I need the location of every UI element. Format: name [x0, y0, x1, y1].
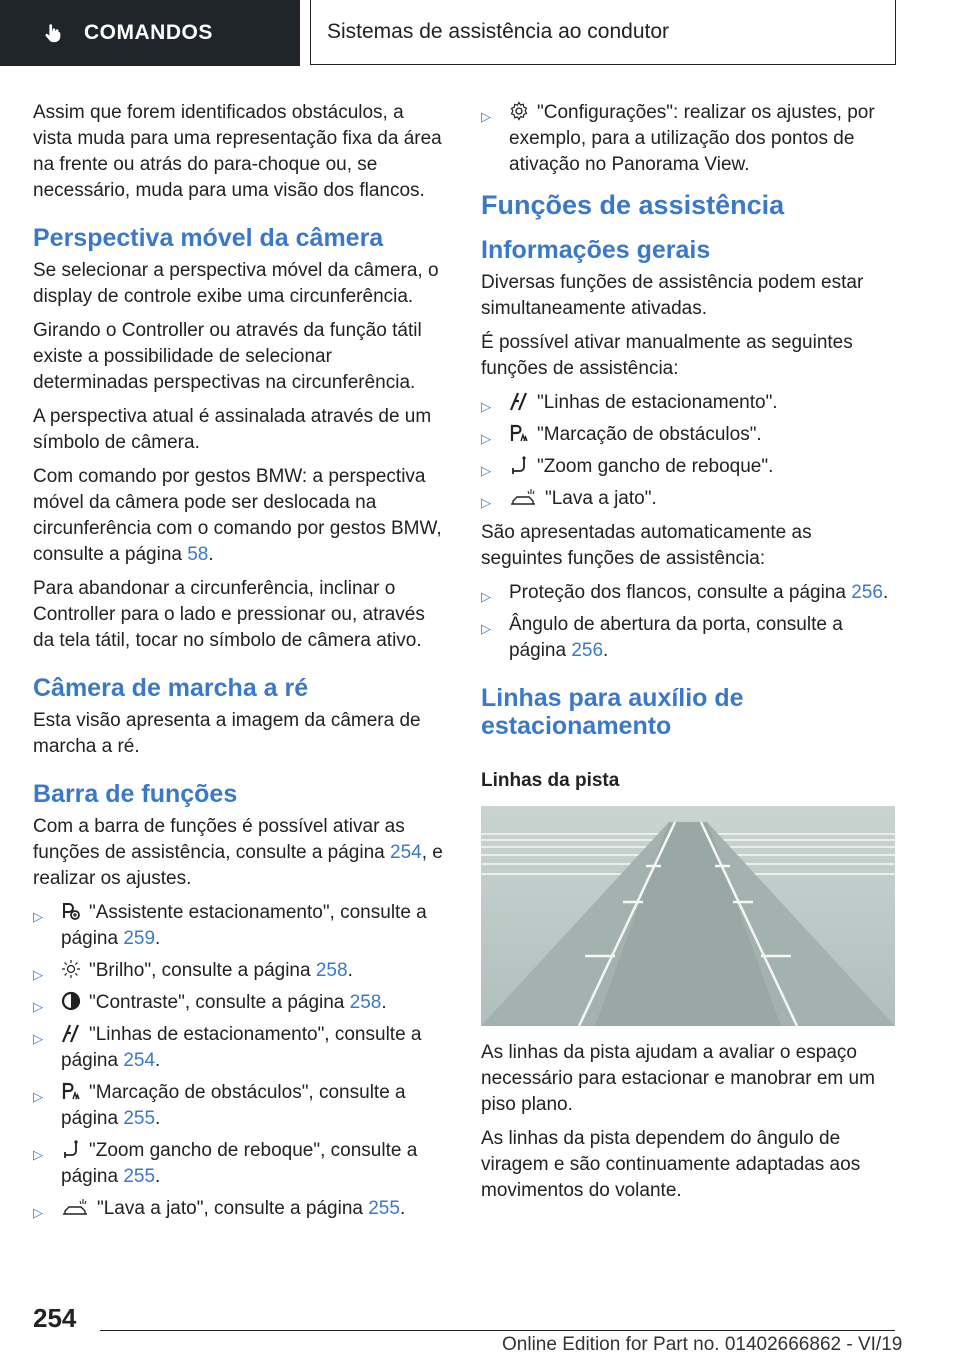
list-item: ▷ "Marcação de obstáculos".: [481, 422, 895, 448]
edition-footer: Online Edition for Part no. 01402666862 - VI/19: [502, 1334, 903, 1355]
manual-functions-list: [481, 390, 895, 512]
section-title: COMANDOS: [84, 21, 213, 44]
chapter-header: [310, 0, 896, 65]
page-link[interactable]: 258: [315, 960, 348, 981]
car-wash-icon: [61, 1197, 89, 1217]
triangle-bullet-icon: ▷: [33, 967, 43, 982]
list-item: ▷ "Assistente estacionamento", consulte a página 259.: [33, 902, 427, 949]
list-item: ▷ Ângulo de abertura da porta, consulte a página 256.: [481, 614, 843, 661]
section-tab: [0, 0, 300, 66]
intro-paragraph: Assim que forem identificados obstáculos, a vista muda para uma representação fixa da área na frente ou atrás do para-choque ou, se necessário, muda para uma visão dos flancos.: [33, 102, 442, 201]
triangle-bullet-icon: ▷: [33, 1089, 43, 1104]
heading-assist-functions: Funções de assistência: [481, 190, 785, 220]
paragraph: Para abandonar a circunferência, inclinar o Controller para o lado e pressionar ou, através da tela tátil, tocar no símbolo de câmera ativo.: [33, 578, 425, 651]
settings-gear-icon: [509, 101, 529, 121]
paragraph: Com comando por gestos BMW: a perspectiva móvel da câmera pode ser deslocada na circunferência com o comando por gestos BMW, consulte a página 58.: [33, 466, 442, 565]
heading-lane-lines: Linhas da pista: [481, 770, 620, 791]
heading-general-info: Informações gerais: [481, 236, 711, 264]
list-item: ▷ "Zoom gancho de reboque", consulte a página 255.: [33, 1140, 418, 1187]
parking-lines-icon: [61, 1023, 81, 1043]
chapter-title: Sistemas de assistência ao condutor: [327, 20, 670, 43]
parking-assistant-icon: [61, 901, 81, 921]
page-link[interactable]: 254: [123, 1050, 156, 1071]
footer-divider: [100, 1330, 895, 1331]
paragraph: São apresentadas automaticamente as seguintes funções de assistência:: [481, 522, 812, 569]
function-bar-list: [33, 900, 448, 1222]
list-item: ▷ "Marcação de obstáculos", consulte a página 255.: [33, 1082, 406, 1129]
contrast-icon: [61, 991, 81, 1011]
list-item: ▷ "Configurações": realizar os ajustes, por exemplo, para a utilização dos pontos de ativação no Panorama View.: [481, 102, 875, 175]
obstacle-marking-icon: [61, 1081, 81, 1101]
list-item: ▷ "Brilho", consulte a página 258.: [33, 958, 448, 984]
triangle-bullet-icon: ▷: [33, 999, 43, 1014]
trailer-hitch-zoom-icon: [509, 455, 529, 475]
triangle-bullet-icon: ▷: [481, 399, 491, 414]
paragraph: Girando o Controller ou através da função tátil existe a possibilidade de selecionar determinadas perspectivas na circunferência.: [33, 320, 422, 393]
list-item: ▷ "Zoom gancho de reboque".: [481, 454, 895, 480]
list-item: ▷ "Linhas de estacionamento", consulte a página 254.: [33, 1024, 422, 1071]
page-link[interactable]: 255: [368, 1198, 400, 1219]
triangle-bullet-icon: ▷: [481, 463, 491, 478]
hand-icon: [42, 22, 64, 44]
paragraph: Esta visão apresenta a imagem da câmera de marcha a ré.: [33, 710, 421, 757]
list-item: ▷ "Lava a jato", consulte a página 255.: [33, 1196, 448, 1222]
paragraph: Se selecionar a perspectiva móvel da câmera, o display de controle exibe uma circunferência.: [33, 260, 439, 307]
triangle-bullet-icon: ▷: [33, 909, 43, 924]
page-link[interactable]: 58: [187, 544, 209, 565]
paragraph: A perspectiva atual é assinalada através de um símbolo de câmera.: [33, 406, 432, 453]
heading-mobile-camera: Perspectiva móvel da câmera: [33, 224, 384, 252]
settings-list: [481, 100, 895, 178]
heading-parking-lines: Linhas para auxílio de estacionamento: [481, 684, 744, 740]
paragraph: Diversas funções de assistência podem estar simultaneamente ativadas.: [481, 272, 864, 319]
triangle-bullet-icon: ▷: [481, 109, 491, 124]
triangle-bullet-icon: ▷: [481, 621, 491, 636]
brightness-icon: [61, 959, 81, 979]
paragraph: As linhas da pista ajudam a avaliar o espaço necessário para estacionar e manobrar em um piso plano.: [481, 1042, 875, 1115]
page-link[interactable]: 256: [571, 640, 604, 661]
triangle-bullet-icon: ▷: [481, 431, 491, 446]
car-wash-icon: [509, 487, 537, 507]
lane-lines-illustration: [481, 806, 895, 1026]
triangle-bullet-icon: ▷: [33, 1205, 43, 1220]
paragraph: As linhas da pista dependem do ângulo de viragem e são continuamente adaptadas aos movimentos do volante.: [481, 1128, 861, 1201]
list-item: ▷ "Contraste", consulte a página 258.: [33, 990, 448, 1016]
trailer-hitch-zoom-icon: [61, 1139, 81, 1159]
heading-reverse-camera: Câmera de marcha a ré: [33, 674, 309, 702]
list-item: ▷ Proteção dos flancos, consulte a página 256.: [481, 580, 895, 606]
list-item: ▷ "Linhas de estacionamento".: [481, 390, 895, 416]
page-link[interactable]: 258: [349, 992, 382, 1013]
right-column: [481, 100, 895, 1212]
auto-functions-list: [481, 580, 895, 664]
page-number: 254: [33, 1303, 77, 1333]
page-link[interactable]: 255: [123, 1108, 156, 1129]
paragraph: Com a barra de funções é possível ativar as funções de assistência, consulte a página 254, e realizar os ajustes.: [33, 816, 443, 889]
parking-lines-icon: [509, 391, 529, 411]
heading-function-bar: Barra de funções: [33, 780, 238, 808]
page-link[interactable]: 254: [390, 842, 422, 863]
triangle-bullet-icon: ▷: [481, 495, 491, 510]
triangle-bullet-icon: ▷: [33, 1147, 43, 1162]
triangle-bullet-icon: ▷: [481, 589, 491, 604]
page-link[interactable]: 255: [123, 1166, 156, 1187]
left-column: [33, 100, 448, 1230]
obstacle-marking-icon: [509, 423, 529, 443]
page-link[interactable]: 259: [123, 928, 156, 949]
paragraph: É possível ativar manualmente as seguintes funções de assistência:: [481, 332, 853, 379]
triangle-bullet-icon: ▷: [33, 1031, 43, 1046]
page-link[interactable]: 256: [851, 582, 883, 603]
list-item: ▷ "Lava a jato".: [481, 486, 895, 512]
